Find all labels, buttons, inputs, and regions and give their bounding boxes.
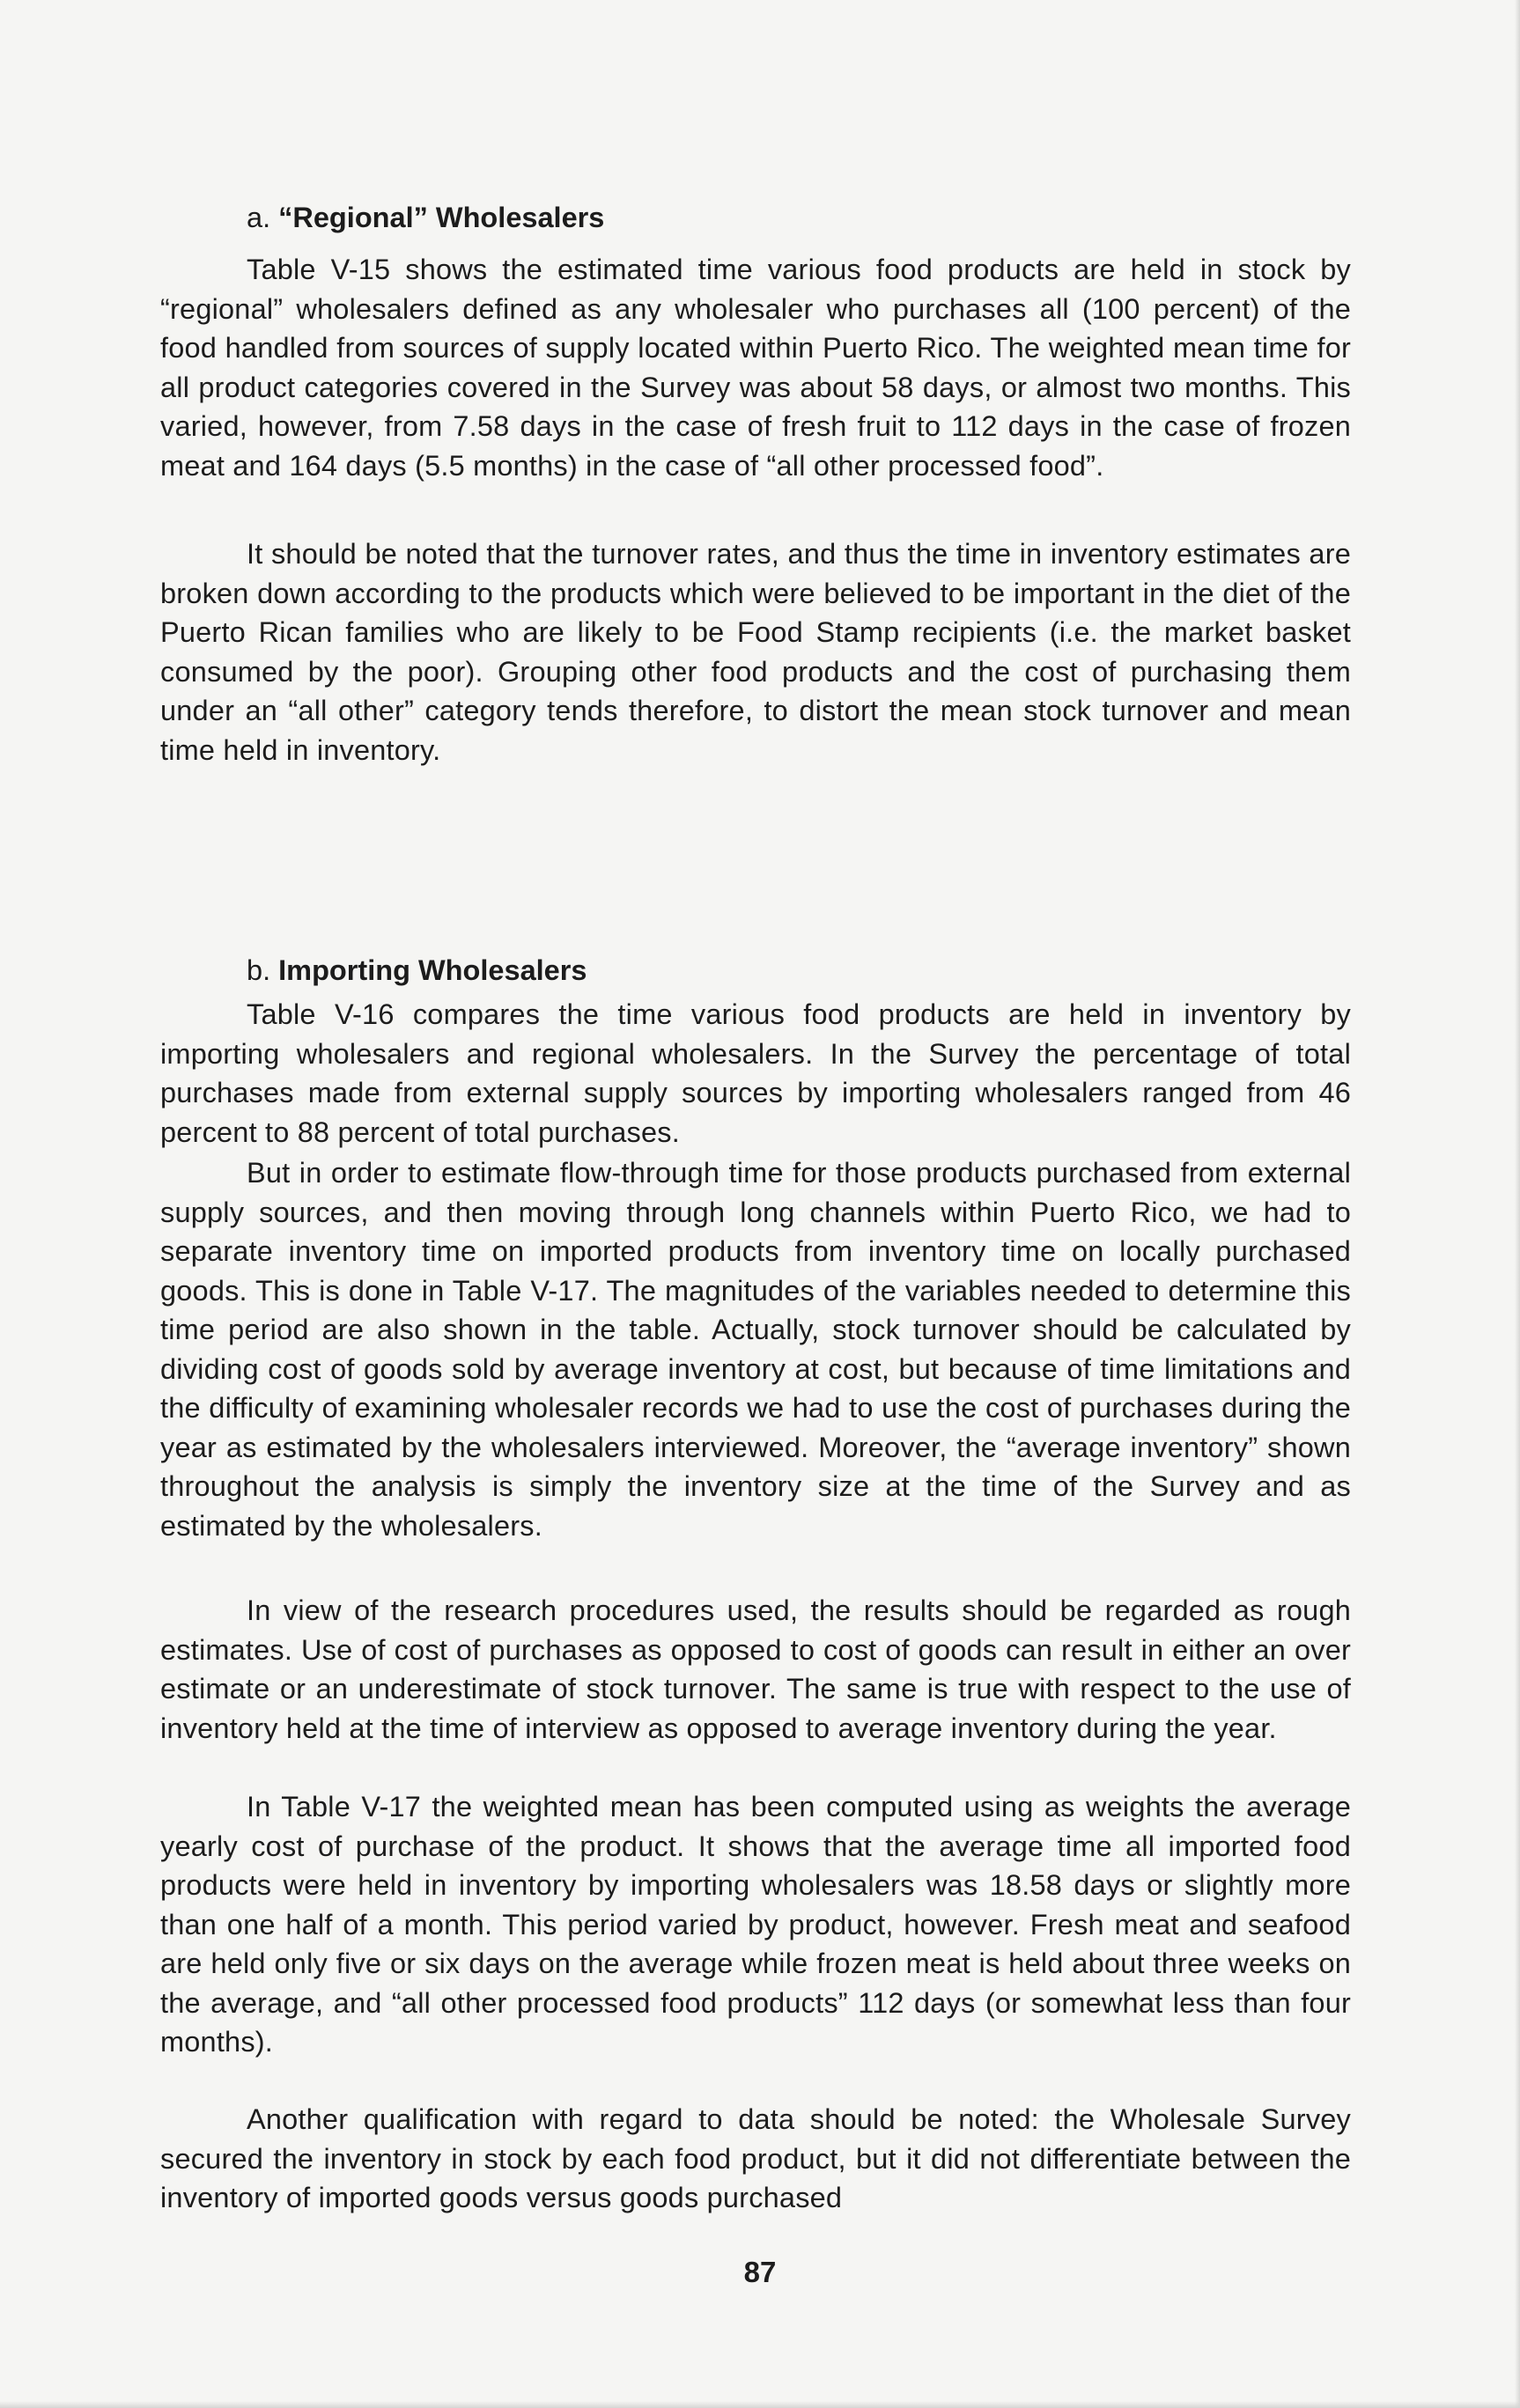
section-b-paragraph-3: In view of the research procedures used, the results should be regarded as rough estimates. Use of cost of purchases as opposed to cost of goods can result in either an over estimate or an underestimate of stock turnover. The same is true with respect to the use of inventory held at the time of interview as opposed to average inventory during the year. [160,1594,1351,1744]
scan-edge-right [1515,0,1520,2408]
section-b-paragraph-2: But in order to estimate flow-through time for those products purchased from external supply sources, and then moving through long channels within Puerto Rico, we had to separate inventory time on imported products from inventory time on locally purchased goods. This is done in Table V-17. The magnitudes of the variables needed to determine this time period are also shown in the table. Actually, stock turnover should be calculated by dividing cost of goods sold by average inventory at cost, but because of time limitations and the difficulty of examining wholesaler records we had to use the cost of purchases during the year as estimated by the wholesalers interviewed. Moreover, the “average inventory” shown throughout the analysis is simply the inventory size at the time of the Survey and as estimated by the wholesalers. [160,1157,1351,1542]
section-b-paragraph-1: Table V-16 compares the time various food products are held in inventory by importing wholesalers and regional wholesalers. In the Survey the percentage of total purchases made from external supply sources by importing wholesalers ranged from 46 percent to 88 percent of total purchases. [160,998,1351,1148]
section-b-heading [247,951,587,990]
section-b-heading-title: Importing Wholesalers [278,954,587,986]
section-b-heading-prefix: b. [247,954,271,986]
scan-edge-bottom [0,2401,1520,2408]
page-number: 87 [743,2256,777,2288]
section-a-heading-title: “Regional” Wholesalers [278,202,605,233]
section-a-paragraph-1: Table V-15 shows the estimated time various food products are held in stock by “regional” wholesalers defined as any wholesaler who purchases all (100 percent) of the food handled from sources of supply located within Puerto Rico. The weighted mean time for all product categories covered in the Survey was about 58 days, or almost two months. This varied, however, from 7.58 days in the case of fresh fruit to 112 days in the case of frozen meat and 164 days (5.5 months) in the case of “all other processed food”. [160,254,1351,482]
section-a-heading-prefix: a. [247,202,271,233]
section-b-paragraph-4: In Table V-17 the weighted mean has been computed using as weights the average yearly cost of purchase of the product. It shows that the average time all imported food products were held in inventory by importing wholesalers was 18.58 days or slightly more than one half of a month. This period varied by product, however. Fresh meat and seafood are held only five or six days on the average while frozen meat is held about three weeks on the average, and “all other processed food products” 112 days (or somewhat less than four months). [160,1791,1351,2058]
section-a-heading [247,198,604,237]
section-a-paragraph-2: It should be noted that the turnover rates, and thus the time in inventory estimates are broken down according to the products which were believed to be important in the diet of the Puerto Rican families who are likely to be Food Stamp recipients (i.e. the market basket consumed by the poor). Grouping other food products and the cost of purchasing them under an “all other” category tends therefore, to distort the mean stock turnover and mean time held in inventory. [160,538,1351,766]
section-b-paragraph-5: Another qualification with regard to data should be noted: the Wholesale Survey secured the inventory in stock by each food product, but it did not differentiate between the inventory of imported goods versus goods purchased [160,2103,1351,2213]
